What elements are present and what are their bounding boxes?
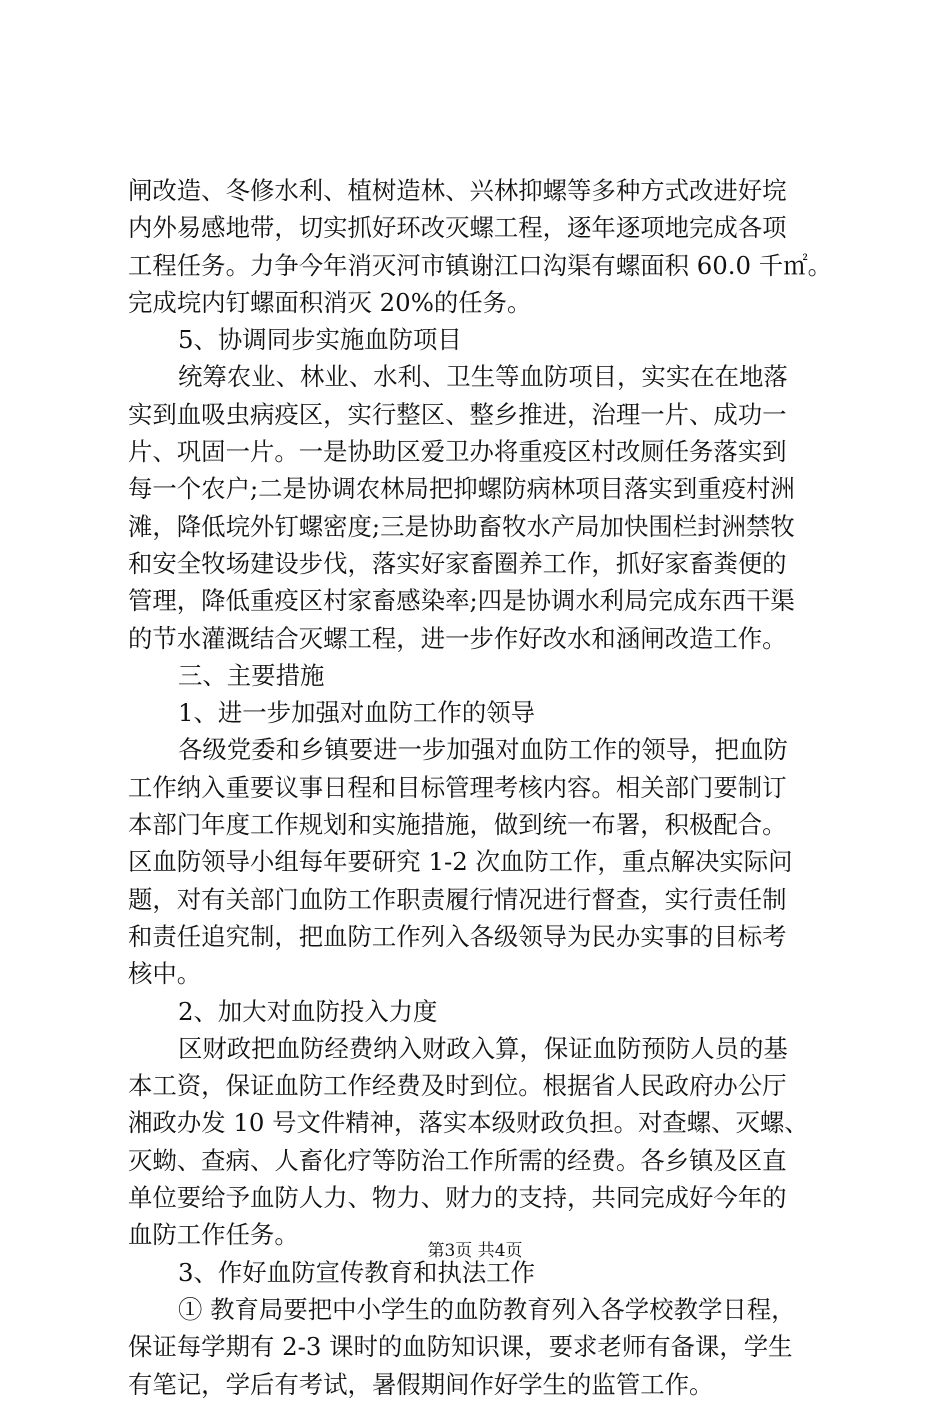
text-line: 核中。 xyxy=(128,959,202,989)
text-line: 灭蚴、查病、人畜化疗等防治工作所需的经费。各乡镇及区直 xyxy=(128,1145,787,1175)
text-line: 本部门年度工作规划和实施措施，做到统一布署，积极配合。 xyxy=(128,810,787,840)
text-line: 每一个农户;二是协调农林局把抑螺防病林项目落实到重疫村洲 xyxy=(128,474,795,504)
text-line: 和安全牧场建设步伐，落实好家畜圈养工作，抓好家畜粪便的 xyxy=(128,548,787,578)
text-line: 滩，降低垸外钉螺密度;三是协助畜牧水产局加快围栏封洲禁牧 xyxy=(128,511,795,541)
text-line: 1、进一步加强对血防工作的领导 xyxy=(178,698,535,728)
text-line: 5、协调同步实施血防项目 xyxy=(178,325,462,355)
text-line: 保证每学期有 2-3 课时的血防知识课，要求老师有备课，学生 xyxy=(128,1332,793,1362)
text-line: 管理，降低重疫区村家畜感染率;四是协调水利局完成东西干渠 xyxy=(128,586,795,616)
text-line: 本工资，保证血防工作经费及时到位。根据省人民政府办公厅 xyxy=(128,1071,787,1101)
text-line: 三、主要措施 xyxy=(178,660,325,690)
text-line: 的节水灌溉结合灭螺工程，进一步作好改水和涵闸改造工作。 xyxy=(128,623,787,653)
text-line: 统筹农业、林业、水利、卫生等血防项目，实实在在地落 xyxy=(178,362,788,392)
text-line: 和责任追究制，把血防工作列入各级领导为民办实事的目标考 xyxy=(128,921,787,951)
text-line: 区财政把血防经费纳入财政入算，保证血防预防人员的基 xyxy=(178,1033,788,1063)
text-line: ① 教育局要把中小学生的血防教育列入各学校教学日程， xyxy=(178,1294,796,1324)
text-line: 闸改造、冬修水利、植树造林、兴林抑螺等多种方式改进好垸 xyxy=(128,176,787,205)
text-line: 完成垸内钉螺面积消灭 20%的任务。 xyxy=(128,287,532,317)
text-line: 各级党委和乡镇要进一步加强对血防工作的领导，把血防 xyxy=(178,735,788,765)
text-line: 3、作好血防宣传教育和执法工作 xyxy=(178,1257,535,1287)
text-line: 工程任务。力争今年消灭河市镇谢江口沟渠有螺面积 60.0 千㎡。 xyxy=(128,250,832,280)
text-line: 单位要给予血防人力、物力、财力的支持，共同完成好今年的 xyxy=(128,1183,787,1213)
text-line: 工作纳入重要议事日程和目标管理考核内容。相关部门要制订 xyxy=(128,772,787,802)
text-line: 片、巩固一片。一是协助区爱卫办将重疫区村改厕任务落实到 xyxy=(128,437,787,467)
text-line: 湘政办发 10 号文件精神，落实本级财政负担。对查螺、灭螺、 xyxy=(128,1108,809,1138)
text-line: 实到血吸虫病疫区，实行整区、整乡推进，治理一片、成功一 xyxy=(128,399,787,429)
text-line: 2、加大对血防投入力度 xyxy=(178,996,438,1026)
text-line: 有笔记，学后有考试，暑假期间作好学生的监管工作。 xyxy=(128,1369,714,1399)
text-line: 题，对有关部门血防工作职责履行情况进行督查，实行责任制 xyxy=(128,884,787,914)
text-line: 血防工作任务。 xyxy=(128,1220,299,1250)
page-footer xyxy=(0,1240,950,1262)
document-body xyxy=(128,172,832,1403)
text-line: 区血防领导小组每年要研究 1-2 次血防工作，重点解决实际问 xyxy=(128,847,793,877)
page-number: 第3页 共4页 xyxy=(427,1241,523,1261)
text-line: 内外易感地带，切实抓好环改灭螺工程，逐年逐项地完成各项 xyxy=(128,213,787,243)
